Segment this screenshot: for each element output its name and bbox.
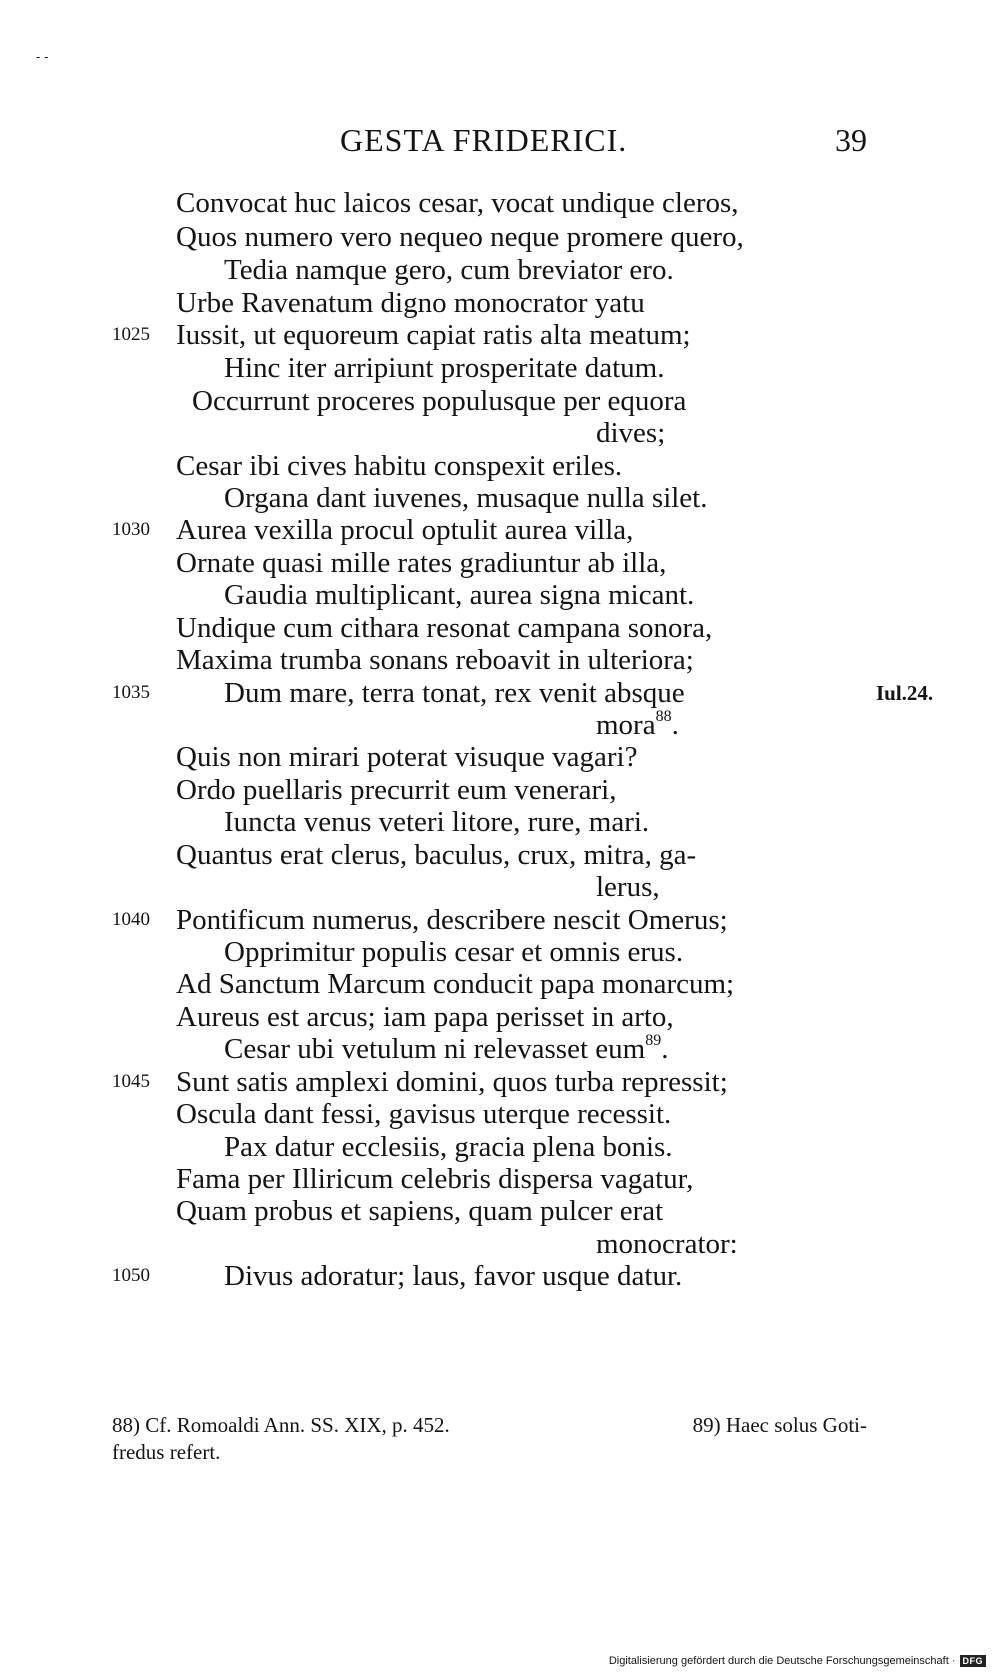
line-number: 1025 — [112, 324, 150, 345]
verse-line: Occurrunt proceres populusque per equora — [192, 385, 687, 417]
verse-line: Tedia namque gero, cum breviator ero. — [224, 254, 674, 286]
line-number: 1030 — [112, 519, 150, 540]
verse-line: Undique cum cithara resonat campana sonora, — [176, 612, 713, 644]
verse-line: Divus adoratur; laus, favor usque datur. — [224, 1260, 683, 1292]
running-title: GESTA FRIDERICI. — [340, 122, 628, 158]
verse-line: Aureus est arcus; iam papa perisset in arto, — [176, 1001, 674, 1033]
note-reference: 88 — [655, 708, 672, 726]
verse-line: Hinc iter arripiunt prosperitate datum. — [224, 352, 665, 384]
margin-date-note: Iul.24. — [876, 681, 934, 705]
footnote-88: 88) Cf. Romoaldi Ann. SS. XIX, p. 452. — [112, 1413, 450, 1437]
verse-line: Ornate quasi mille rates gradiuntur ab illa, — [176, 547, 667, 579]
line-number: 1050 — [112, 1265, 150, 1286]
verse-line: monocrator: — [596, 1228, 738, 1260]
verse-line: Gaudia multiplicant, aurea signa micant. — [224, 579, 695, 611]
verse-line: dives; — [596, 417, 666, 449]
verse-line: Cesar ubi vetulum ni relevasset eum$^{89}$. — [224, 1032, 669, 1065]
dfg-logo: DFG — [960, 1655, 987, 1667]
verse-line: Fama per Illiricum celebris dispersa vagatur, — [176, 1163, 694, 1195]
verse-line: mora$^{88}$. — [596, 708, 679, 741]
verse-line: Iuncta venus veteri litore, rure, mari. — [224, 806, 650, 838]
verse-line: Organa dant iuvenes, musaque nulla silet. — [224, 482, 708, 514]
verse-line: Convocat huc laicos cesar, vocat undique cleros, — [176, 187, 739, 219]
verse-line: Ordo puellaris precurrit eum venerari, — [176, 774, 617, 806]
page-number: 39 — [835, 122, 867, 158]
footnote-row — [112, 1412, 867, 1439]
verse-line: Sunt satis amplexi domini, quos turba repressit; — [176, 1066, 728, 1098]
note-reference: 89 — [645, 1032, 662, 1050]
verse-line: Dum mare, terra tonat, rex venit absque — [224, 677, 685, 709]
verse-line: Quantus erat clerus, baculus, crux, mitra, ga- — [176, 839, 697, 871]
verse-line: Urbe Ravenatum digno monocrator yatu — [176, 287, 645, 319]
verse-line: Pax datur ecclesiis, gracia plena bonis. — [224, 1131, 673, 1163]
verse-line: lerus, — [596, 871, 660, 903]
verse-line: Maxima trumba sonans reboavit in ulteriora; — [176, 644, 694, 676]
verse-line: Quam probus et sapiens, quam pulcer erat — [176, 1195, 664, 1227]
credit-text: Digitalisierung gefördert durch die Deutsche Forschungsgemeinschaft · — [608, 1655, 956, 1667]
verse-line: Pontificum numerus, describere nescit Omerus; — [176, 904, 728, 936]
verse-line: Opprimitur populis cesar et omnis erus. — [224, 936, 684, 968]
verse-line: Quis non mirari poterat visuque vagari? — [176, 741, 638, 773]
footnote-89-continued: fredus refert. — [112, 1440, 221, 1464]
verse-line: Oscula dant fessi, gavisus uterque recessit. — [176, 1098, 672, 1130]
verse-line: Ad Sanctum Marcum conducit papa monarcum; — [176, 968, 735, 1000]
verse-line: Iussit, ut equoreum capiat ratis alta meatum; — [176, 319, 691, 351]
corner-mark: - - — [36, 50, 49, 64]
footnotes — [112, 1412, 867, 1466]
verse-line: Aurea vexilla procul optulit aurea villa, — [176, 514, 634, 546]
line-number: 1045 — [112, 1071, 150, 1092]
line-number: 1040 — [112, 909, 150, 930]
footnote-89: 89) Haec solus Goti- — [692, 1413, 867, 1437]
line-number: 1035 — [112, 682, 150, 703]
verse-line: Quos numero vero nequeo neque promere quero, — [176, 221, 744, 253]
verse-line: Cesar ibi cives habitu conspexit eriles. — [176, 450, 623, 482]
digitization-credit — [609, 1655, 986, 1667]
